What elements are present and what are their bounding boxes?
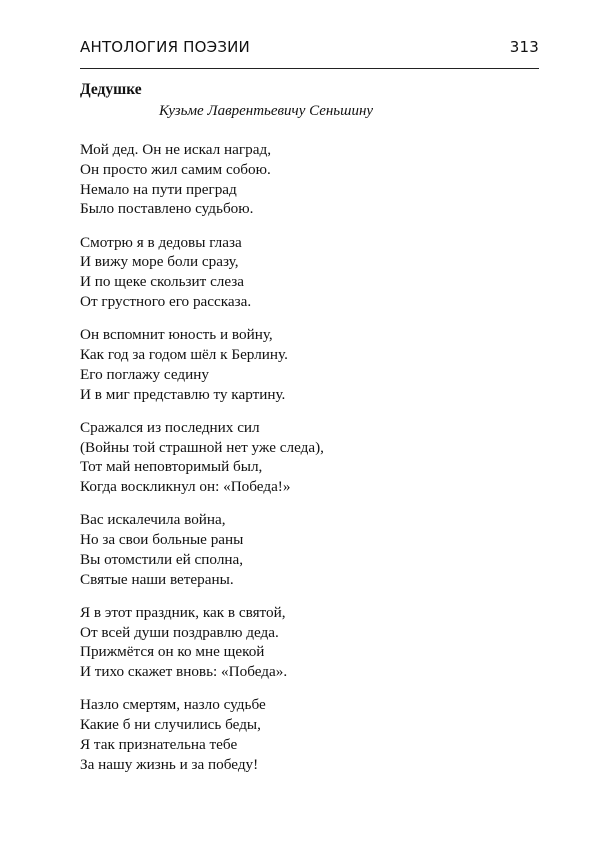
poem-line: Он просто жил самим собою. [80, 160, 271, 178]
poem [80, 80, 540, 788]
poem-body [80, 140, 540, 775]
poem-line: Но за свои больные раны [80, 531, 244, 549]
poem-line: Святые наши ветераны. [80, 570, 234, 588]
poem-line: Тот май неповторимый был, [80, 458, 263, 476]
poem-line: Какие б ни случились беды, [80, 716, 261, 734]
poem-line: От всей души поздравлю деда. [80, 623, 279, 641]
stanza-1 [80, 140, 540, 219]
poem-line: И по щеке скользит слеза [80, 273, 245, 291]
poem-dedication: Кузьме Лаврентьевичу Сеньшину [159, 103, 374, 119]
poem-line: И вижу море боли сразу, [80, 253, 239, 271]
poem-line: От грустного его рассказа. [80, 292, 252, 310]
poem-line: И тихо скажет вновь: «Победа». [80, 663, 288, 681]
poem-line: Мой дед. Он не искал наград, [80, 141, 272, 158]
poem-line: И в миг представлю ту картину. [80, 385, 286, 403]
stanza-7 [80, 695, 540, 774]
poem-line: Его поглажу седину [80, 365, 209, 383]
poem-line: Я так признательна тебе [80, 736, 238, 754]
poem-line: Вас искалечила война, [80, 511, 226, 529]
poem-line: Я в этот праздник, как в святой, [80, 603, 286, 621]
poem-line: Вы отомстили ей сполна, [80, 550, 244, 568]
poem-line: За нашу жизнь и за победу! [80, 755, 259, 773]
poem-line: Было поставлено судьбою. [80, 200, 254, 218]
poem-line: Когда воскликнул он: «Победа!» [80, 478, 291, 496]
stanza-2 [80, 233, 540, 312]
poem-line: Он вспомнит юность и войну, [80, 326, 273, 344]
page-number: 313 [509, 38, 539, 56]
stanza-3 [80, 325, 540, 404]
poem-title: Дедушке [80, 81, 142, 98]
poem-line: Как год за годом шёл к Берлину. [80, 345, 288, 363]
stanza-6 [80, 603, 540, 682]
poem-line: Немало на пути преград [80, 180, 237, 198]
poem-line: Смотрю я в дедовы глаза [80, 233, 242, 251]
poem-line: (Войны той страшной нет уже следа), [80, 438, 324, 456]
running-title: АНТОЛОГИЯ ПОЭЗИИ [80, 38, 250, 56]
stanza-5 [80, 510, 540, 589]
poem-line: Назло смертям, назло судьбе [80, 696, 266, 714]
poem-line: Прижмётся он ко мне щекой [80, 643, 265, 661]
stanza-4 [80, 418, 540, 497]
running-header [80, 34, 539, 69]
poem-line: Сражался из последних сил [80, 418, 260, 436]
